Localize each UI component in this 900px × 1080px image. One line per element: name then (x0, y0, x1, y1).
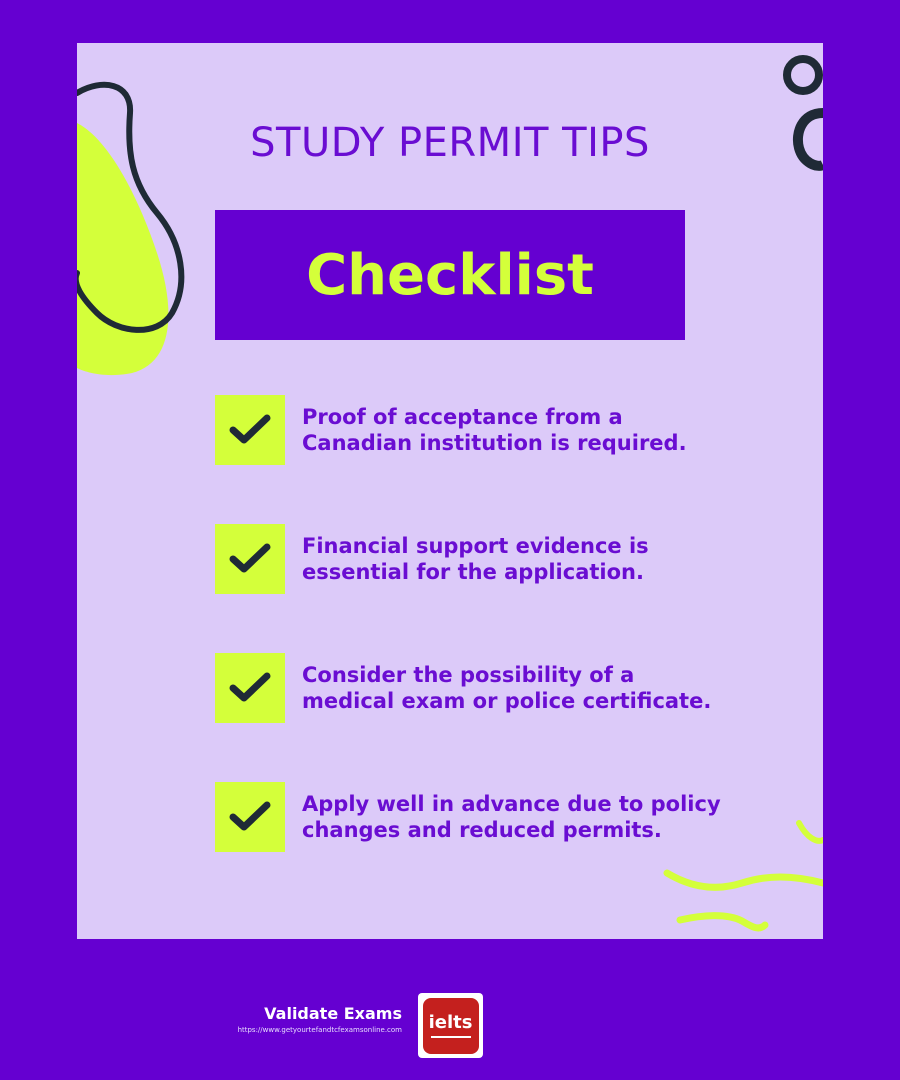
checklist-item (215, 523, 735, 595)
checklist-banner (215, 210, 685, 340)
checklist-item (215, 781, 735, 853)
logo-text: ielts (428, 1011, 473, 1033)
brand-name: Validate Exams (264, 1004, 402, 1023)
checkbox-tile (215, 395, 285, 465)
footer-brand (238, 1004, 402, 1036)
checklist-item-text: Proof of acceptance from a Canadian institution is required. (302, 405, 687, 455)
checkmark-icon (228, 671, 272, 705)
checkmark-icon (228, 413, 272, 447)
checklist-item-text: Financial support evidence is essential for the application. (302, 534, 649, 584)
checkbox-tile (215, 782, 285, 852)
checkmark-icon (228, 800, 272, 834)
checkbox-tile (215, 524, 285, 594)
brand-url[interactable]: https://www.getyourtefandtcfexamsonline.com (237, 1026, 402, 1034)
lime-wave-lower (680, 916, 765, 928)
checklist-item-text: Apply well in advance due to policy changes and reduced permits. (302, 792, 721, 842)
logo-underline (431, 1036, 471, 1038)
banner-label: Checklist (306, 242, 594, 308)
checkbox-tile (215, 653, 285, 723)
checklist-item (215, 652, 735, 724)
lime-wave-upper (667, 873, 823, 887)
logo-badge (423, 998, 479, 1054)
page-title: STUDY PERMIT TIPS (250, 120, 650, 166)
dark-ring-top (787, 59, 819, 91)
checklist-item (215, 394, 735, 466)
checklist-item-text: Consider the possibility of a medical exam or police certificate. (302, 663, 712, 713)
ielts-logo (418, 993, 483, 1058)
checkmark-icon (228, 542, 272, 576)
lime-squiggle-right (799, 823, 823, 841)
